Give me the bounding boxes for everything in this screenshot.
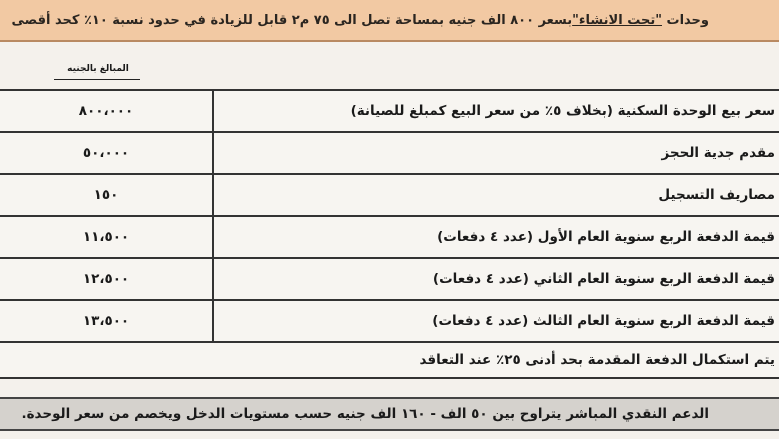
table-row (0, 173, 779, 215)
row-value: ٥٠،٠٠٠ (0, 133, 214, 173)
table-row (0, 257, 779, 299)
unit-underline (54, 79, 140, 80)
row-value: ٨٠٠،٠٠٠ (0, 91, 214, 131)
currency-unit-label: المبالغ بالجنيه (67, 64, 129, 74)
cash-subsidy-note: الدعم النقدي المباشر يتراوح بين ٥٠ الف - ١٦٠ الف جنيه حسب مستويات الدخل ويخصم من سعر الوحدة. (0, 397, 779, 431)
row-value: ١٣،٥٠٠ (0, 301, 214, 341)
table-row (0, 215, 779, 257)
row-value: ١٢،٥٠٠ (0, 259, 214, 299)
page-header (0, 0, 779, 42)
table-row (0, 299, 779, 341)
header-suffix: بسعر ٨٠٠ الف جنيه بمساحة تصل الى ٧٥ م٢ قابل للزيادة في حدود نسبة ١٠٪ كحد أقصى (11, 12, 573, 28)
table-row (0, 89, 779, 131)
row-label: قيمة الدفعة الربع سنوية العام الثاني (عدد ٤ دفعات) (432, 271, 775, 287)
row-label: سعر بيع الوحدة السكنية (بخلاف ٥٪ من سعر البيع كمبلغ للصيانة) (350, 103, 775, 119)
down-payment-note: يتم استكمال الدفعة المقدمة بحد أدنى ٢٥٪ عند التعاقد (0, 341, 779, 379)
row-label: مقدم جدية الحجز (661, 145, 775, 161)
row-label: قيمة الدفعة الربع سنوية العام الثالث (عدد ٤ دفعات) (432, 313, 775, 329)
row-value: ١١،٥٠٠ (0, 217, 214, 257)
row-value: ١٥٠ (0, 175, 214, 215)
row-label: مصاريف التسجيل (658, 187, 775, 203)
header-highlight: "تحت الانشاء" (572, 12, 662, 28)
row-label: قيمة الدفعة الربع سنوية العام الأول (عدد ٤ دفعات) (437, 229, 775, 245)
price-table (0, 89, 779, 341)
table-row (0, 131, 779, 173)
header-prefix: وحدات (666, 12, 709, 28)
